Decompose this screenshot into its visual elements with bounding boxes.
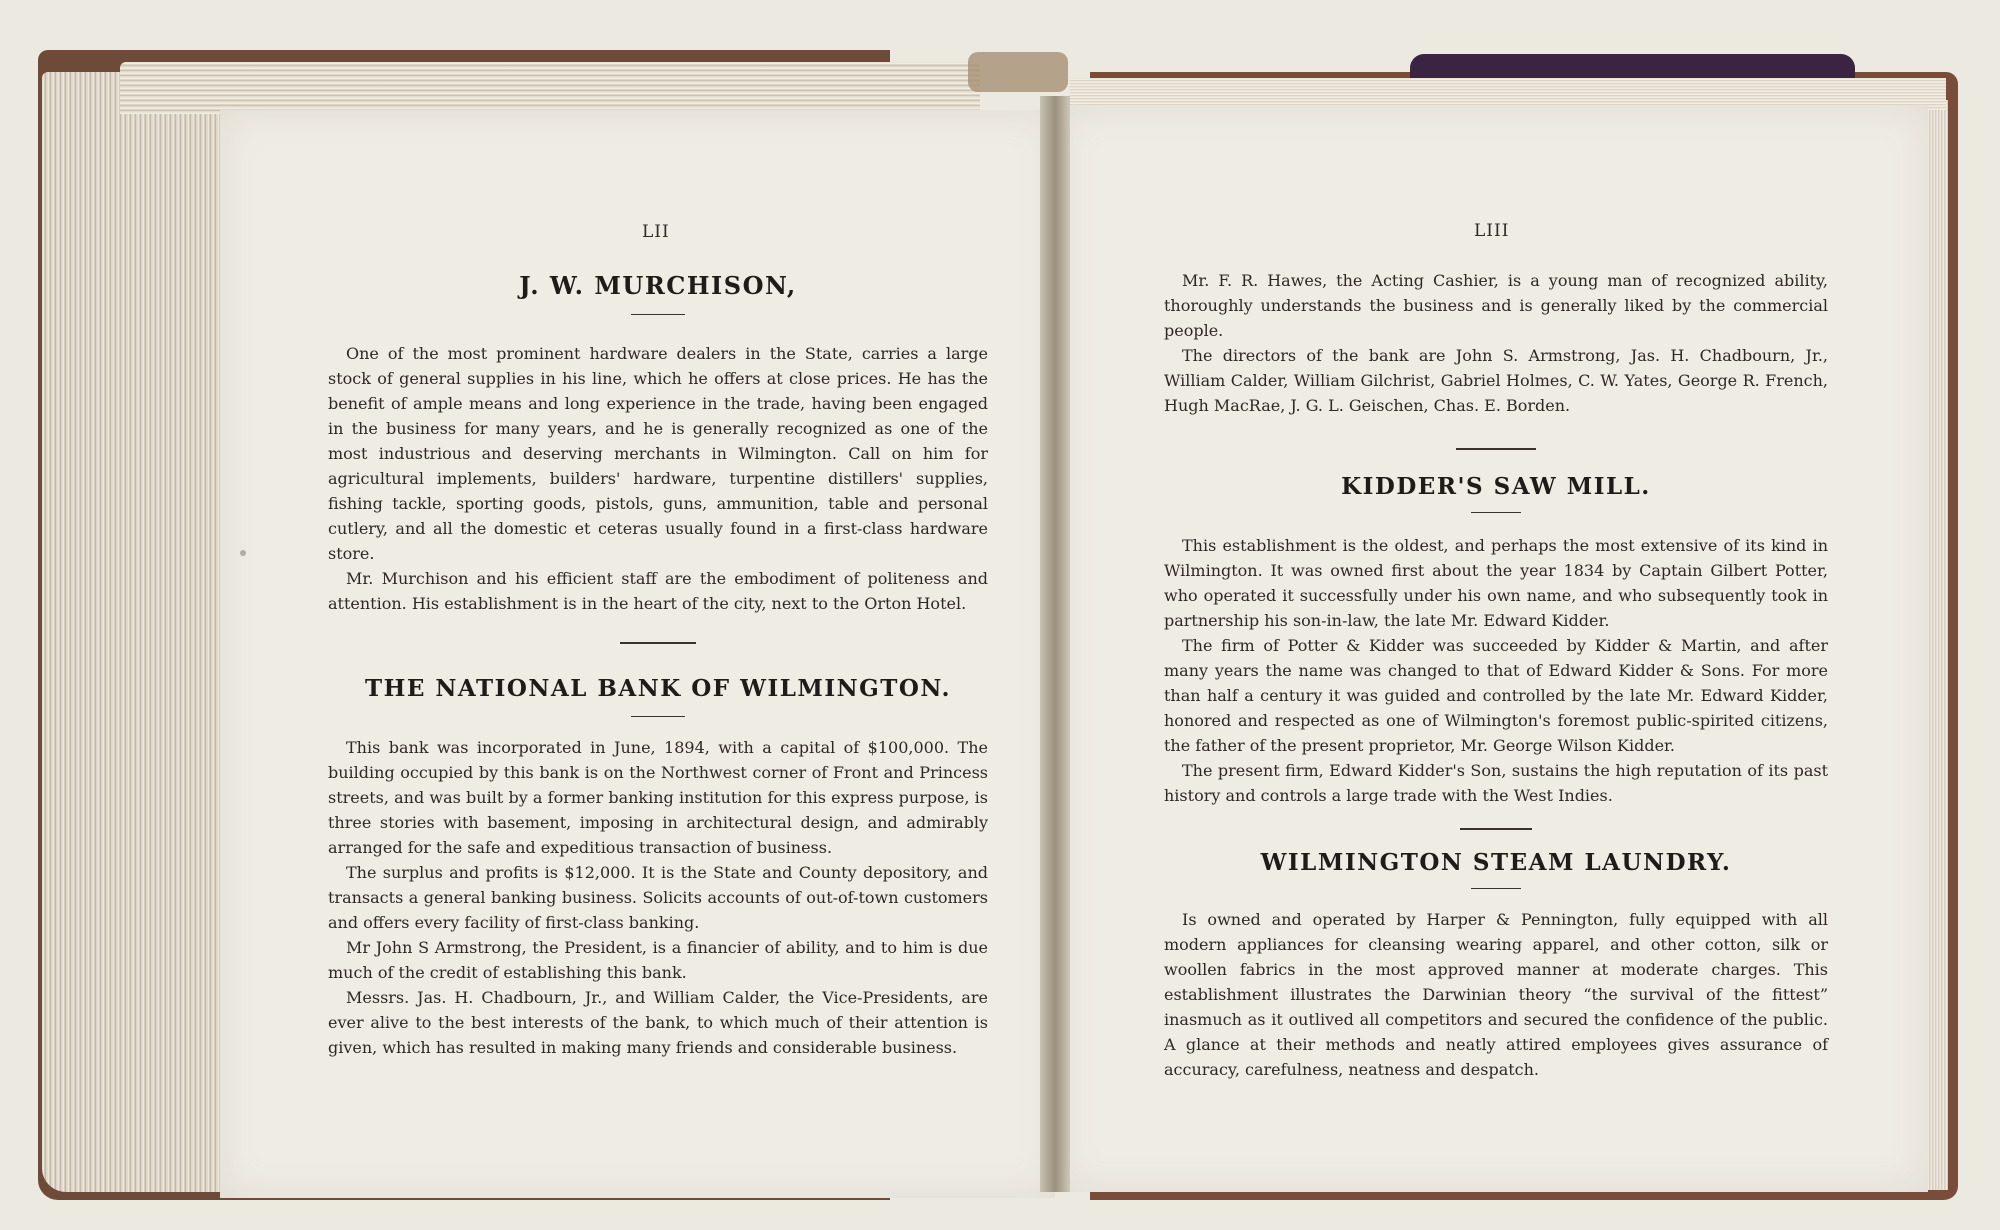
section-divider [1460, 828, 1532, 830]
paragraph: The surplus and profits is $12,000. It is the State and County depository, and transacts a general banking business. Solicits accounts of out-of-town customers and offers every facility of first-class banking. [328, 863, 988, 932]
book-gutter [1040, 96, 1070, 1192]
page-number: LII [642, 222, 670, 242]
page-edges-top-left [120, 62, 980, 114]
paragraph: The directors of the bank are John S. Armstrong, Jas. H. Chadbourn, Jr., William Calder, William Gilchrist, Gabriel Holmes, C. W. Yates, George R. French, Hugh MacRae, J. G. L. Geischen, Chas. E. Borden. [1164, 346, 1828, 415]
paragraph: The firm of Potter & Kidder was succeeded by Kidder & Martin, and after many years the name was changed to that of Edward Kidder & Sons. For more than half a century it was guided and controlled by the late Mr. Edward Kidder, honored and respected as one of Wilmington's foremost public-spirited citizens, the father of the present proprietor, Mr. George Wilson Kidder. [1164, 636, 1828, 755]
heading-rule [631, 314, 685, 315]
section-divider [1456, 448, 1536, 450]
paragraph: The present firm, Edward Kidder's Son, sustains the high reputation of its past history and controls a large trade with the West Indies. [1164, 761, 1828, 805]
page-mark [240, 550, 246, 556]
paragraph: This bank was incorporated in June, 1894, with a capital of $100,000. The building occupied by this bank is on the Northwest corner of Front and Princess streets, and was built by a former banking institution for this express purpose, is three stories with basement, imposing in architectural design, and admirably arranged for the safe and expeditious transaction of business. [328, 738, 988, 857]
right-page [1060, 106, 1928, 1192]
section-heading: KIDDER'S SAW MILL. [1341, 473, 1651, 500]
heading-rule [1471, 888, 1521, 889]
heading-rule [1471, 512, 1521, 513]
spine-binding [968, 52, 1068, 92]
heading-rule [631, 716, 685, 717]
section-heading: J. W. MURCHISON, [519, 271, 797, 300]
page-edges-left [42, 72, 222, 1192]
right-page-content [1164, 268, 1828, 1082]
page-number: LIII [1474, 221, 1510, 241]
paragraph: Mr. F. R. Hawes, the Acting Cashier, is a young man of recognized ability, thoroughly understands the business and is generally liked by the commercial people. [1164, 271, 1828, 340]
paragraph: Mr John S Armstrong, the President, is a financier of ability, and to him is due much of the credit of establishing this bank. [328, 938, 988, 982]
paragraph: Is owned and operated by Harper & Pennington, fully equipped with all modern appliances for cleansing wearing apparel, and other cotton, silk or woollen fabrics in the most approved manner at moderate charges. This establishment illustrates the Darwinian theory “the survival of the fittest” inasmuch as it outlived all competitors and secured the confidence of the public. A glance at their methods and neatly attired employees gives assurance of accuracy, carefulness, neatness and despatch. [1164, 910, 1828, 1079]
section-heading: THE NATIONAL BANK OF WILMINGTON. [365, 675, 951, 702]
paragraph: One of the most prominent hardware dealers in the State, carries a large stock of general supplies in his line, which he offers at close prices. He has the benefit of ample means and long experience in the trade, having been engaged in the business for many years, and he is generally recognized as one of the most industrious and deserving merchants in Wilmington. Call on him for agricultural implements, builders' hardware, turpentine distillers' supplies, fishing tackle, sporting goods, pistols, guns, ammunition, table and personal cutlery, and all the domestic et ceteras usually found in a first-class hardware store. [328, 344, 988, 563]
left-page [220, 110, 1055, 1198]
paragraph: Mr. Murchison and his efficient staff are the embodiment of politeness and attention. His establishment is in the heart of the city, next to the Orton Hotel. [328, 569, 988, 613]
left-page-content [328, 268, 988, 1060]
paragraph: This establishment is the oldest, and perhaps the most extensive of its kind in Wilmington. It was owned first about the year 1834 by Captain Gilbert Potter, who operated it successfully under his own name, and who subsequently took in partnership his son-in-law, the late Mr. Edward Kidder. [1164, 536, 1828, 630]
paragraph: Messrs. Jas. H. Chadbourn, Jr., and William Calder, the Vice-Presidents, are ever alive to the best interests of the bank, to which much of their attention is given, which has resulted in making many friends and considerable business. [328, 988, 988, 1057]
section-divider [620, 642, 696, 644]
section-heading: WILMINGTON STEAM LAUNDRY. [1260, 849, 1732, 876]
